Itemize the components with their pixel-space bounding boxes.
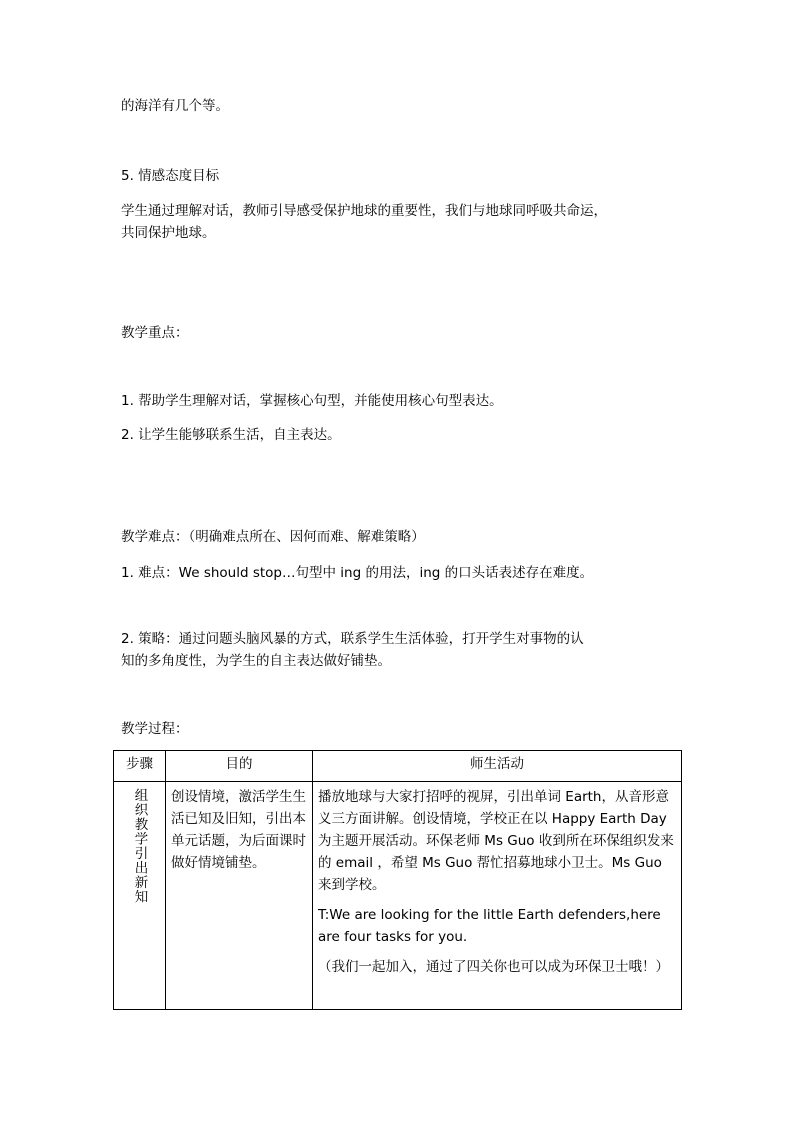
text-line: 共同保护地球。 [121,225,216,241]
key-point-item: 1. 帮助学生理解对话，掌握核心句型，并能使用核心句型表达。 [121,393,503,409]
teaching-process-table [113,750,682,1010]
activity-paragraph: T:We are looking for the little Earth defenders,here are four tasks for you. [318,907,661,945]
table-row [114,782,682,1010]
step-label: 组织教学引出新知 [131,788,148,904]
strategy-item: 知的多角度性，为学生的自主表达做好铺垫。 [121,653,391,669]
activity-cell [313,782,682,1010]
section-heading-difficulties: 教学难点：（明确难点所在、因何而难、解难策略） [121,529,425,545]
text-line: 学生通过理解对话，教师引导感受保护地球的重要性，我们与地球同呼吸共命运， [121,203,607,219]
section-heading-process: 教学过程： [121,721,189,737]
activity-paragraph: （我们一起加入，通过了四关你也可以成为环保卫士哦！） [318,959,669,975]
header-purpose: 目的 [166,751,313,782]
header-step: 步骤 [114,751,166,782]
difficulty-item: 1. 难点：We should stop…句型中 ing 的用法，ing 的口头话表述存在难度。 [121,565,594,581]
section-heading-key-points: 教学重点： [121,325,189,341]
table-header-row [114,751,682,782]
key-point-item: 2. 让学生能够联系生活，自主表达。 [121,427,341,443]
section-heading-affective-goals: 5. 情感态度目标 [121,168,220,184]
activity-paragraph: 播放地球与大家打招呼的视屏，引出单词 Earth，从音形意义三方面讲解。创设情境，学校正在以 Happy Earth Day 为主题开展活动。环保老师 Ms Guo 收到所在环保组织发来的 email ，希望 Ms Guo 帮忙招募地球小卫士。Ms Guo 来到学校。 [318,789,674,893]
step-cell [114,782,166,1010]
text-line: 的海洋有几个等。 [121,98,229,114]
strategy-item: 2. 策略：通过问题头脑风暴的方式，联系学生生活体验，打开学生对事物的认 [121,631,584,647]
header-activity: 师生活动 [313,751,682,782]
purpose-cell: 创设情境，激活学生生活已知及旧知，引出本单元话题，为后面课时做好情境铺垫。 [166,782,313,1010]
